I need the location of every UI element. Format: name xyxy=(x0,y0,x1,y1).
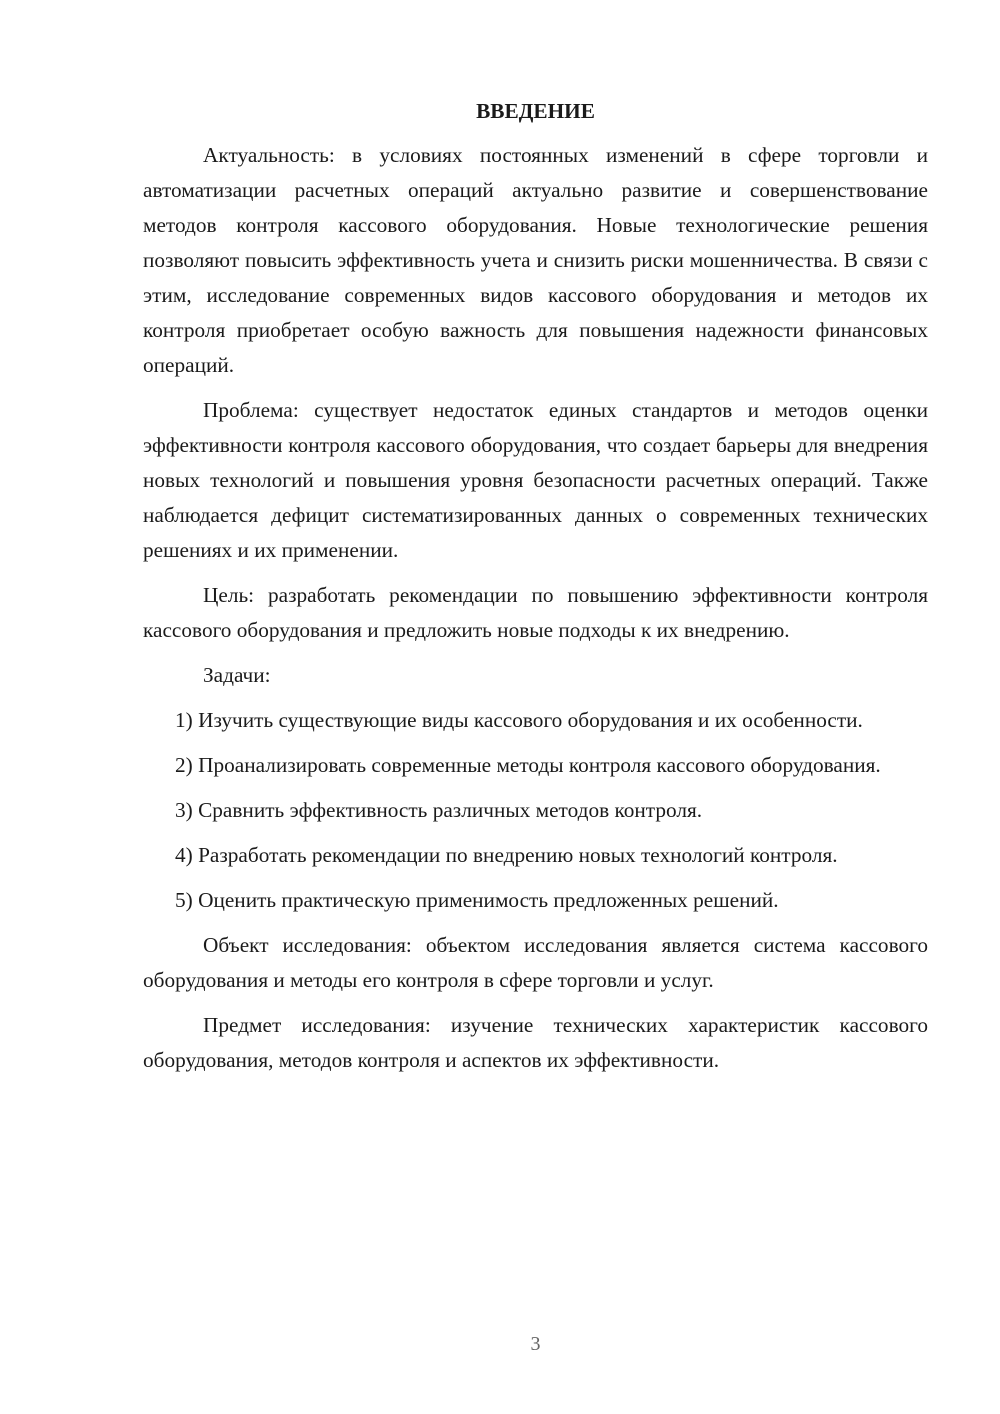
task-item: 4) Разработать рекомендации по внедрению новых технологий контроля. xyxy=(175,843,838,867)
page-number: 3 xyxy=(530,1333,541,1355)
section-heading: ВВЕДЕНИЕ xyxy=(476,99,595,123)
paragraph-object: Объект исследования: объектом исследования является система кассового оборудования и методы его контроля в сфере торговли и услуг. xyxy=(143,933,928,992)
document-page xyxy=(143,96,928,1088)
task-item: 3) Сравнить эффективность различных методов контроля. xyxy=(175,798,703,822)
task-item: 2) Проанализировать современные методы контроля кассового оборудования. xyxy=(175,753,881,777)
paragraph-problem: Проблема: существует недостаток единых стандартов и методов оценки эффективности контроля кассового оборудования, что создает барьеры для внедрения новых технологий и повышения уровня безопасности расчетных операций. Также наблюдается дефицит систематизированных данных о современных технических решениях и их применении. xyxy=(143,398,928,562)
task-item: 5) Оценить практическую применимость предложенных решений. xyxy=(175,888,779,912)
paragraph-subject: Предмет исследования: изучение технических характеристик кассового оборудования, методов контроля и аспектов их эффективности. xyxy=(143,1013,928,1072)
paragraph-goal: Цель: разработать рекомендации по повышению эффективности контроля кассового оборудования и предложить новые подходы к их внедрению. xyxy=(143,583,928,642)
tasks-label: Задачи: xyxy=(203,663,271,687)
task-item: 1) Изучить существующие виды кассового оборудования и их особенности. xyxy=(175,708,863,732)
paragraph-relevance: Актуальность: в условиях постоянных изменений в сфере торговли и автоматизации расчетных операций актуально развитие и совершенствование методов контроля кассового оборудования. Новые технологические решения позволяют повысить эффективность учета и снизить риски мошенничества. В связи с этим, исследование современных видов кассового оборудования и методов их контроля приобретает особую важность для повышения надежности финансовых операций. xyxy=(143,143,928,377)
